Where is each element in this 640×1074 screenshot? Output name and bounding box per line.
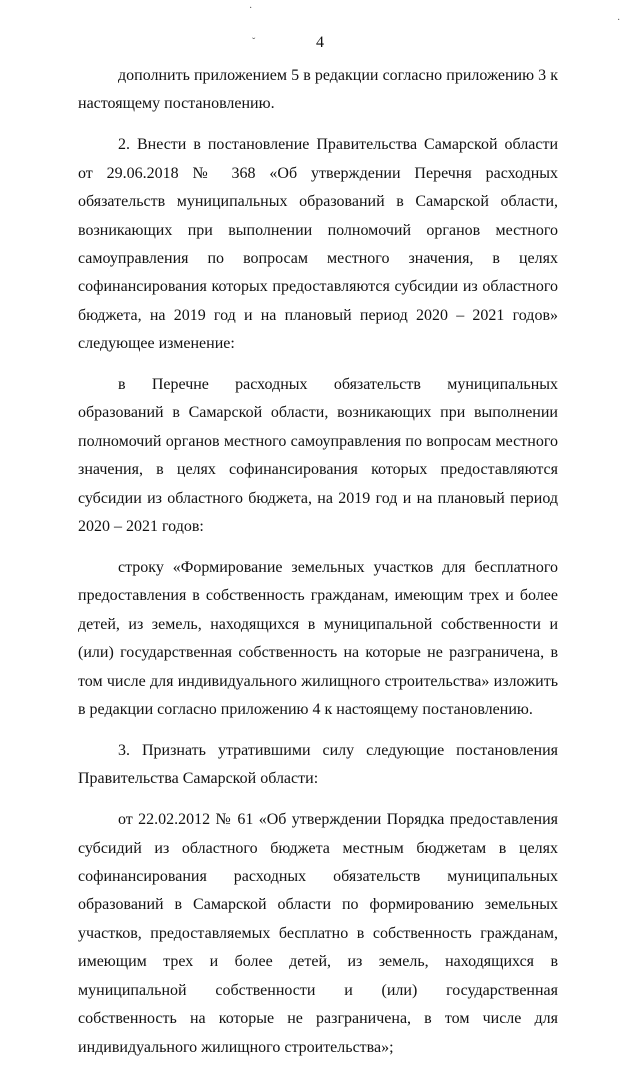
page-number: 4 — [316, 34, 324, 51]
paragraph: дополнить приложением 5 в редакции согласно приложению 3 к настоящему постановлению. — [78, 67, 558, 113]
paragraph: от 22.02.2012 № 61 «Об утверждении Порядка предоставления субсидий из областного бюджета местным бюджетам в целях софинансирования расходных обязательств муниципальных образований в Самарской области по формированию земельных участков, предоставляемых бесплатно в собственность гражданам, имеющим трех и более детей, из земель, находящихся в муниципальной собственности и (или) государственная собственность на которые не разграничена, в том числе для индивидуального жилищного строительства»; — [78, 811, 558, 1056]
paragraph: в Перечне расходных обязательств муниципальных образований в Самарской области, возникающих при выполнении полномочий органов местного самоуправления по вопросам местного значения, в целях софинансирования которых предоставляются субсидии из областного бюджета, на 2019 год и на плановый период 2020 – 2021 годов: — [78, 376, 558, 536]
document-body — [78, 62, 558, 1074]
scan-speck: ˇ — [252, 37, 256, 48]
paragraph: 2. Внести в постановление Правительства Самарской области от 29.06.2018 № 368 «Об утверждении Перечня расходных обязательств муниципальных образований в Самарской области, возникающих при выполнении полномочий органов местного самоуправления по вопросам местного значения, в целях софинансирования которых предоставляются субсидии из областного бюджета, на 2019 год и на плановый период 2020 – 2021 годов» следующее изменение: — [78, 136, 558, 353]
paragraph: строку «Формирование земельных участков для бесплатного предоставления в собственность гражданам, имеющим трех и более детей, из земель, находящихся в муниципальной собственности и (или) государственная собственность на которые не разграничена, в том числе для индивидуального жилищного строительства» изложить в редакции согласно приложению 4 к настоящему постановлению. — [78, 559, 558, 719]
scan-speck: · — [617, 15, 621, 26]
paragraph: 3. Признать утратившими силу следующие постановления Правительства Самарской области: — [78, 741, 558, 788]
scan-speck: · — [249, 3, 253, 14]
